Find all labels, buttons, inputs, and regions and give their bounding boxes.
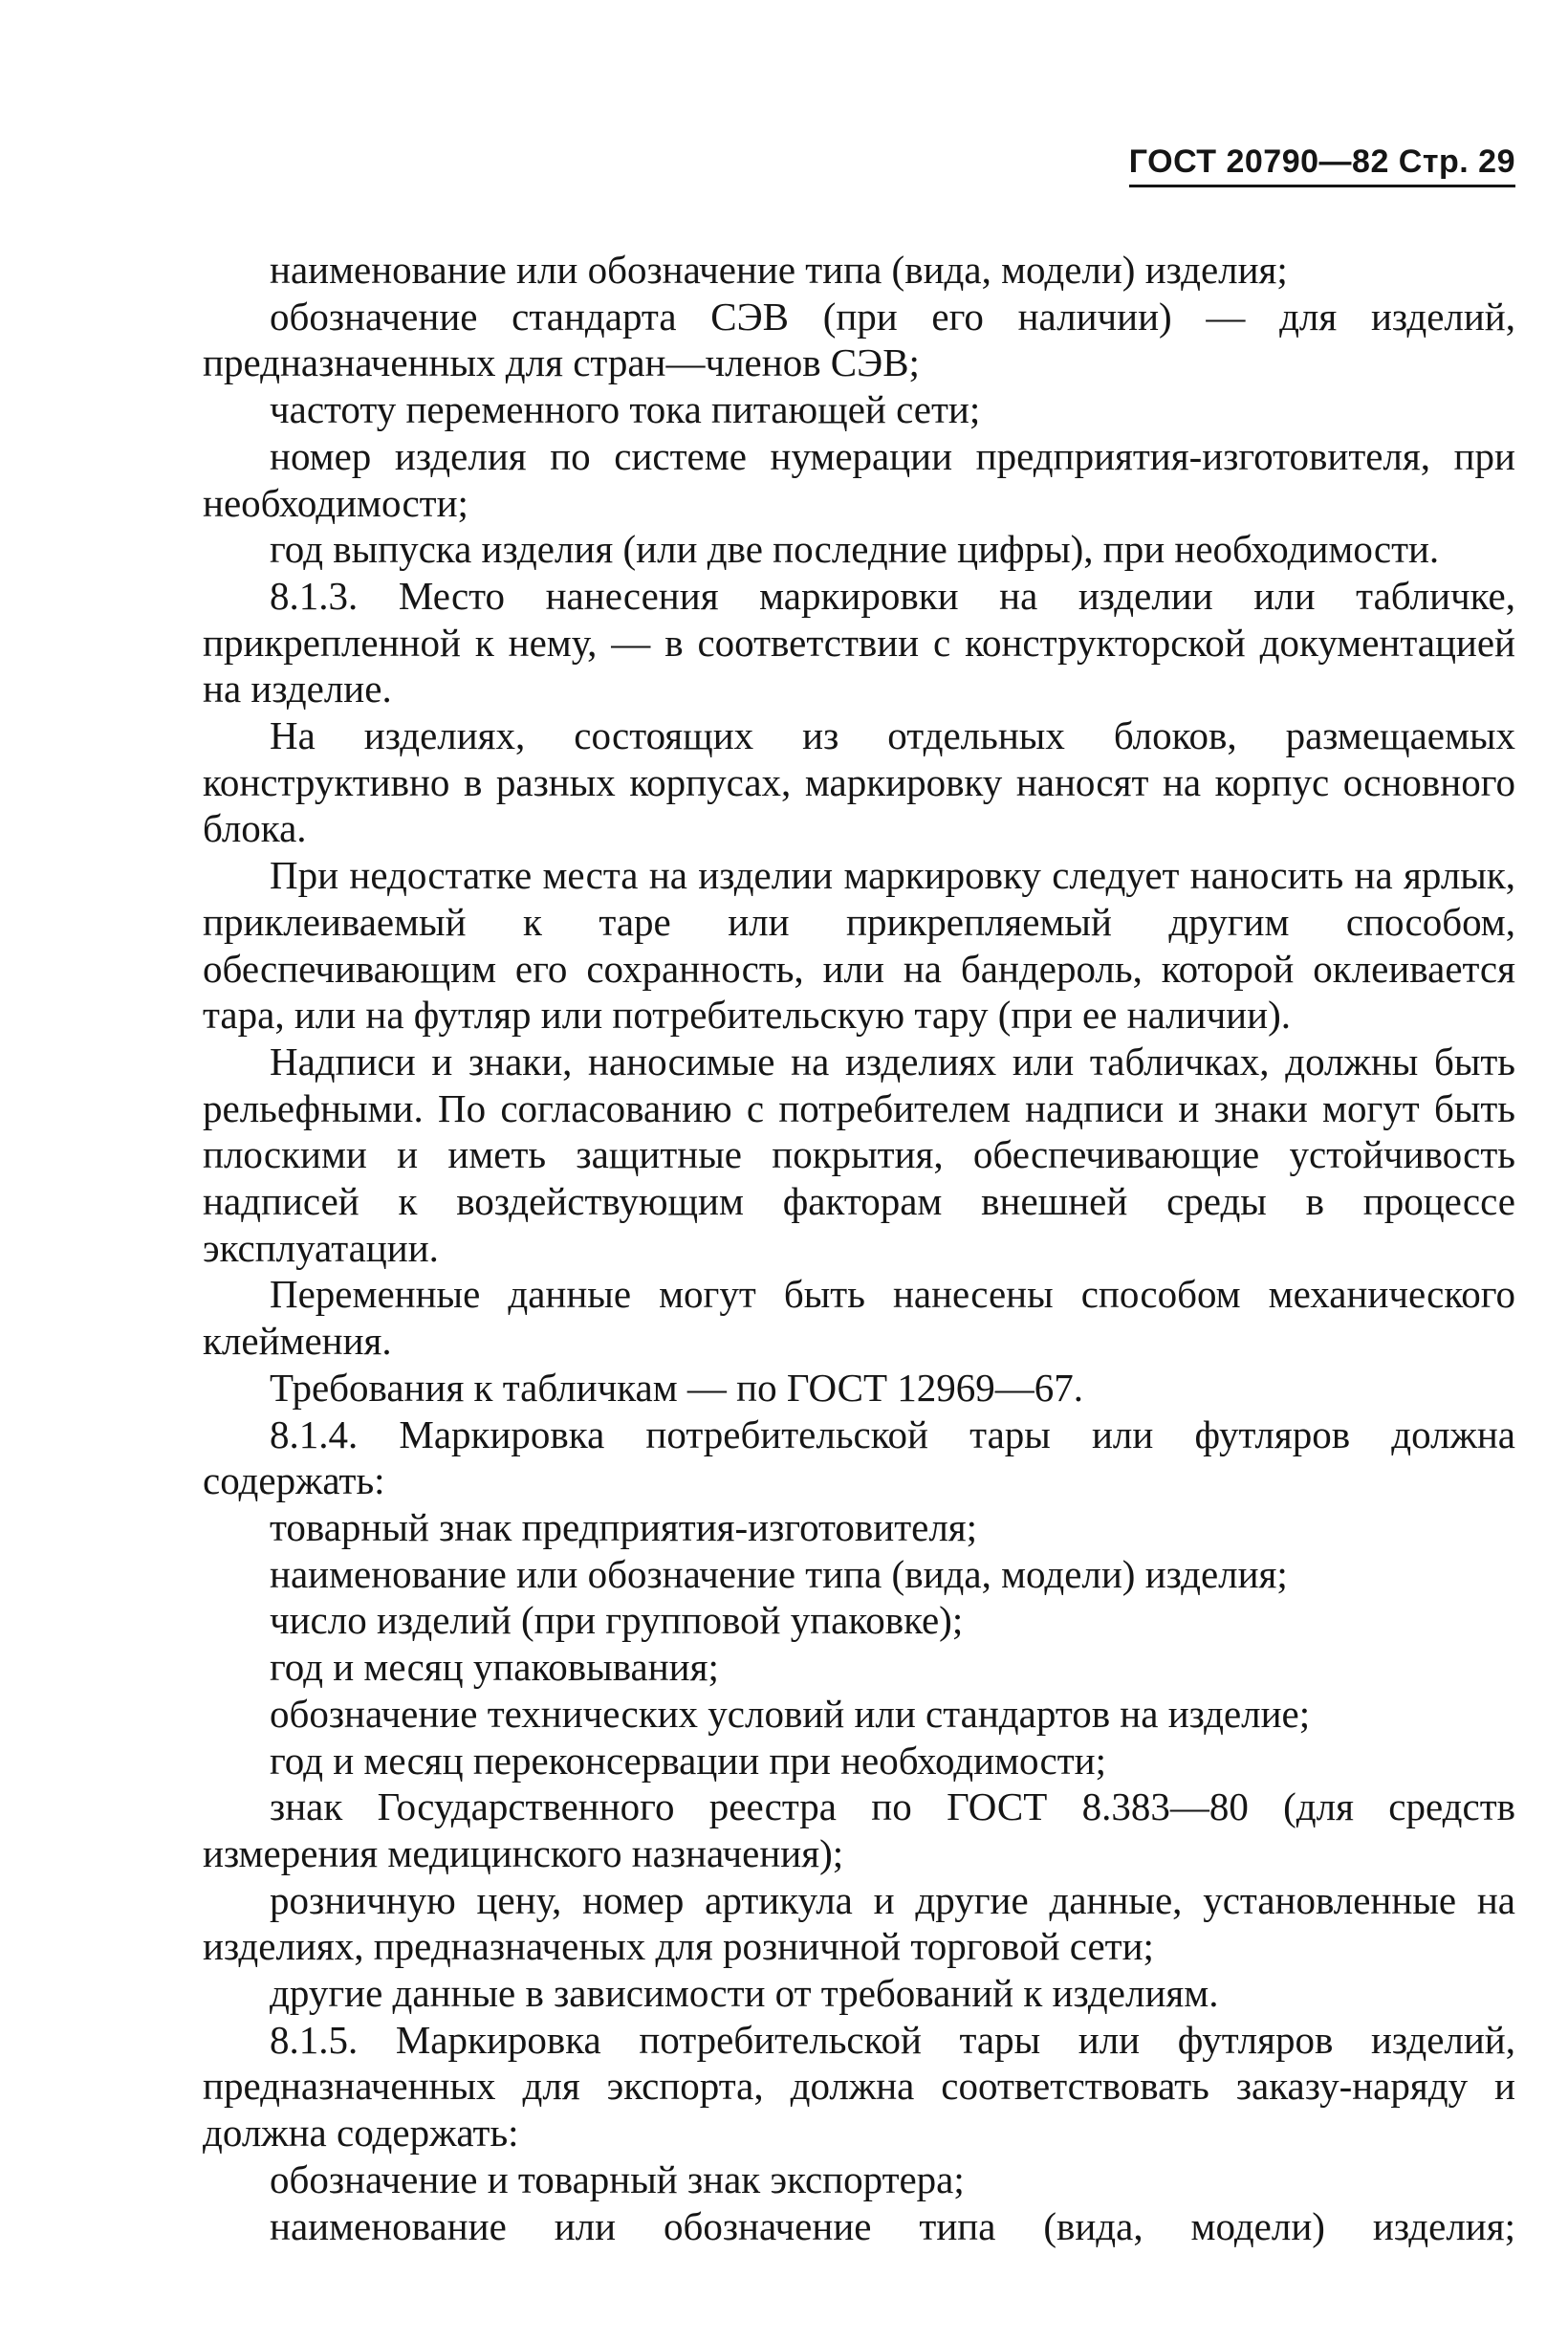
paragraph: знак Государственного реестра по ГОСТ 8.383—80 (для средств измерения медицинского назначения);	[203, 1784, 1515, 1875]
paragraph: наименование или обозначение типа (вида, модели) изделия;	[270, 248, 1288, 292]
paragraph: На изделиях, состоящих из отдельных блоков, размещаемых конструктивно в разных корпусах, маркировку наносят на корпус основного блока.	[203, 713, 1515, 851]
paragraph: наименование или обозначение типа (вида, модели) изделия;	[270, 2203, 1515, 2248]
paragraph: обозначение и товарный знак экспортера;	[270, 2156, 965, 2201]
paragraph: 8.1.5. Маркировка потребительской тары или футляров изделий, предназначенных для экспорта, должна соответствовать заказу-наряду и должна содержать:	[203, 2017, 1515, 2156]
paragraph: обозначение стандарта СЭВ (при его наличии) — для изделий, предназначенных для стран—членов СЭВ;	[203, 294, 1515, 385]
paragraph: обозначение технических условий или стандартов на изделие;	[270, 1691, 1311, 1736]
paragraph: 8.1.4. Маркировка потребительской тары или футляров должна содержать:	[203, 1412, 1515, 1503]
paragraph: Переменные данные могут быть нанесены способом механического клеймения.	[203, 1272, 1515, 1364]
paragraph: другие данные в зависимости от требований к изделиям.	[270, 1971, 1219, 2016]
paragraph: 8.1.3. Место нанесения маркировки на изделии или табличке, прикрепленной к нему, — в соответствии с конструкторской документацией на изделие.	[203, 573, 1515, 711]
paragraph: частоту переменного тока питающей сети;	[270, 387, 981, 432]
paragraph: товарный знак предприятия-изготовителя;	[270, 1504, 978, 1549]
paragraph: год выпуска изделия (или две последние цифры), при необходимости.	[270, 527, 1440, 572]
page-header: ГОСТ 20790—82 Стр. 29	[1129, 143, 1515, 187]
paragraph: номер изделия по системе нумерации предприятия-изготовителя, при необходимости;	[203, 433, 1515, 525]
paragraph: число изделий (при групповой упаковке);	[270, 1598, 964, 1643]
body-text	[203, 247, 1515, 2249]
paragraph: розничную цену, номер артикула и другие данные, установленные на изделиях, предназначеных для розничной торговой сети;	[203, 1877, 1515, 1969]
paragraph: год и месяц переконсервации при необходимости;	[270, 1738, 1106, 1783]
paragraph: При недостатке места на изделии маркировку следует наносить на ярлык, приклеиваемый к таре или прикрепляемый другим способом, обеспечивающим его сохранность, или на бандероль, которой оклеивается тара, или на футляр или потребительскую тару (при ее наличии).	[203, 853, 1515, 1038]
paragraph: Требования к табличкам — по ГОСТ 12969—67.	[270, 1365, 1084, 1410]
paragraph: наименование или обозначение типа (вида, модели) изделия;	[270, 1551, 1288, 1596]
paragraph: Надписи и знаки, наносимые на изделиях или табличках, должны быть рельефными. По согласованию с потребителем надписи и знаки могут быть плоскими и иметь защитные покрытия, обеспечивающие устойчивость надписей к воздействующим факторам внешней среды в процессе эксплуатации.	[203, 1039, 1515, 1270]
paragraph: год и месяц упаковывания;	[270, 1645, 719, 1690]
